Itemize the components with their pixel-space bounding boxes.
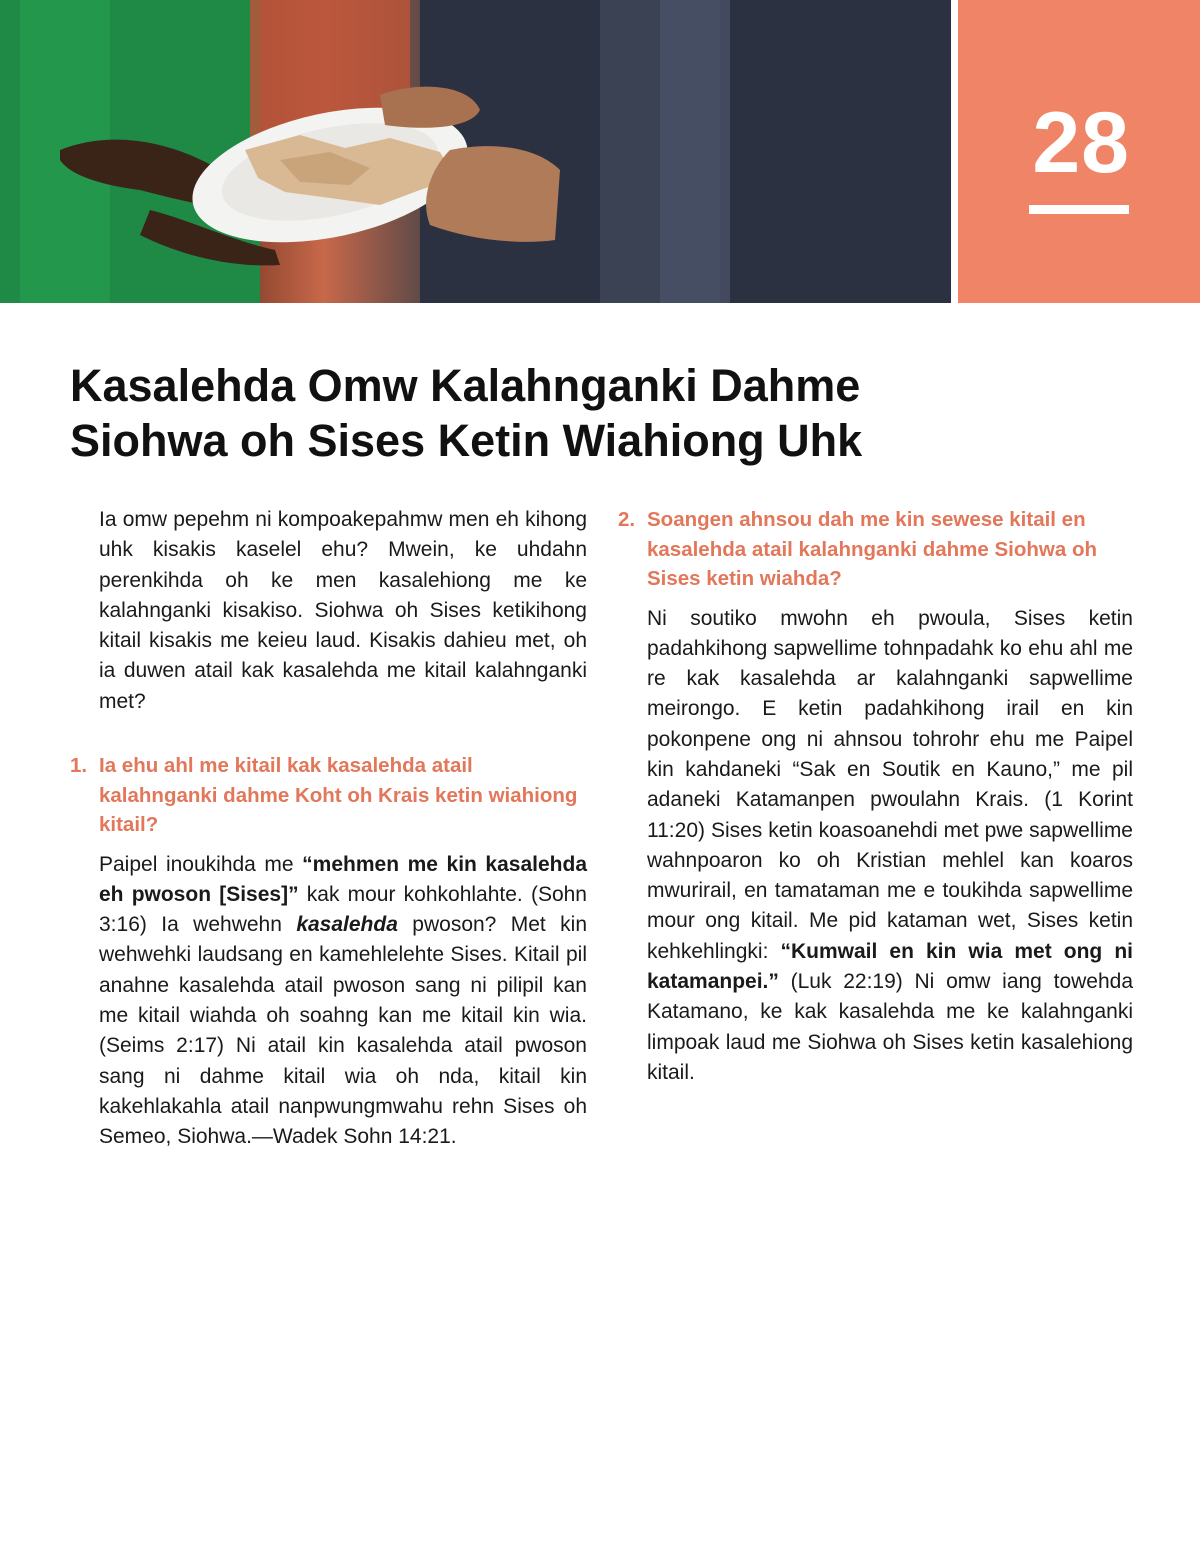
answer-2-text-a: Ni soutiko mwohn eh pwoula, Sises ketin padahkihong sapwellime tohnpadahk ko ehu ahl me re kak kasalehda ar kalahnganki sapwellime meirongo. E ketin padahkihong irail en kin pokonpene ong ni ahnsou tohrohr ehu me Paipel kin kahdaneki “Sak en Soutik en Kauno,” me pil adaneki Katamanpen pwoulahn Krais. (1 Korint 11:20) Sises ketin koasoanehdi met pwe sapwellime wahnpoaron ko oh Kristian mehlel kan koaros mwurirail, en tamataman me e toukihda sapwellime mour ong kitail. Me pid kataman wet, Sises ketin kehkehlingki: [647,606,1133,963]
intro-paragraph: Ia omw pepehm ni kompoakepahmw men eh kihong uhk kisakis kaselel ehu? Mwein, ke uhdahn perenkihda oh ke men kasalehiong me ke kalahnganki kisakiso. Siohwa oh Sises ketikihong kitail kisakis me keieu laud. Kisakis dahieu met, oh ia duwen atail kak kasalehda me kitail kalahnganki met? [99,508,587,713]
lesson-number-badge [958,0,1200,303]
question-1-text: Ia ehu ahl me kitail kak kasalehda atail kalahnganki dahme Koht oh Krais ketin wiahiong kitail? [99,754,578,837]
question-2 [618,505,1133,594]
answer-1-text-c: pwoson? Met kin wehwehki laudsang en kamehlelehte Sises. Kitail pil anahne kasalehda atail pwoson sang ni pilipil kan me kitail wiahda oh soahng kan me kitail kin wia. (Seims 2:17) Ni atail kin kasalehda atail pwoson sang ni dahme kitail wia oh nda, kitail kin kakehlakahla atail nanpwungmwahu rehn Sises oh Semeo, Siohwa.—Wadek Sohn 14:21. [99,913,588,1149]
answer-2-paragraph [618,604,1133,1089]
lesson-number: 28 [1032,95,1130,191]
page-title-line-1: Kasalehda Omw Kalahnganki Dahme [70,360,861,411]
answer-1-scripture-quote: “mehmen me kin kasalehda eh pwoson [Sises]” [99,852,587,906]
question-2-text: Soangen ahnsou dah me kin sewese kitail en kasalehda atail kalahnganki dahme Siohwa oh Sises ketin wiahda? [647,508,1098,590]
answer-1-text-a: Paipel inoukihda me [99,852,303,876]
answer-2-text-b: (Luk 22:19) Ni omw iang towehda Katamano, ke kak kasalehda me ke kalahnganki limpoak laud me Siohwa oh Sises ketin kasalehiong kitail. [647,970,1133,1084]
answer-1-text-b: kak mour kohkohlahte. (Sohn 3:16) Ia wehwehn [99,882,587,937]
answer-2-scripture-quote: “Kumwail en kin wia met ong ni katamanpei.” [647,939,1133,994]
page-title-line-2: Siohwa oh Sises Ketin Wiahiong Uhk [70,415,863,466]
page-title [70,358,1070,468]
question-2-number: 2. [618,508,636,531]
answer-1-key-term: kasalehda [296,913,398,937]
question-1-number: 1. [70,754,88,778]
bread-plate-illustration [0,0,951,303]
hero-photo [0,0,951,303]
answer-1-paragraph [70,850,587,1153]
lesson-number-underline [1029,205,1129,214]
left-column [70,505,587,1153]
right-column [618,505,1133,1088]
question-1 [70,751,587,840]
